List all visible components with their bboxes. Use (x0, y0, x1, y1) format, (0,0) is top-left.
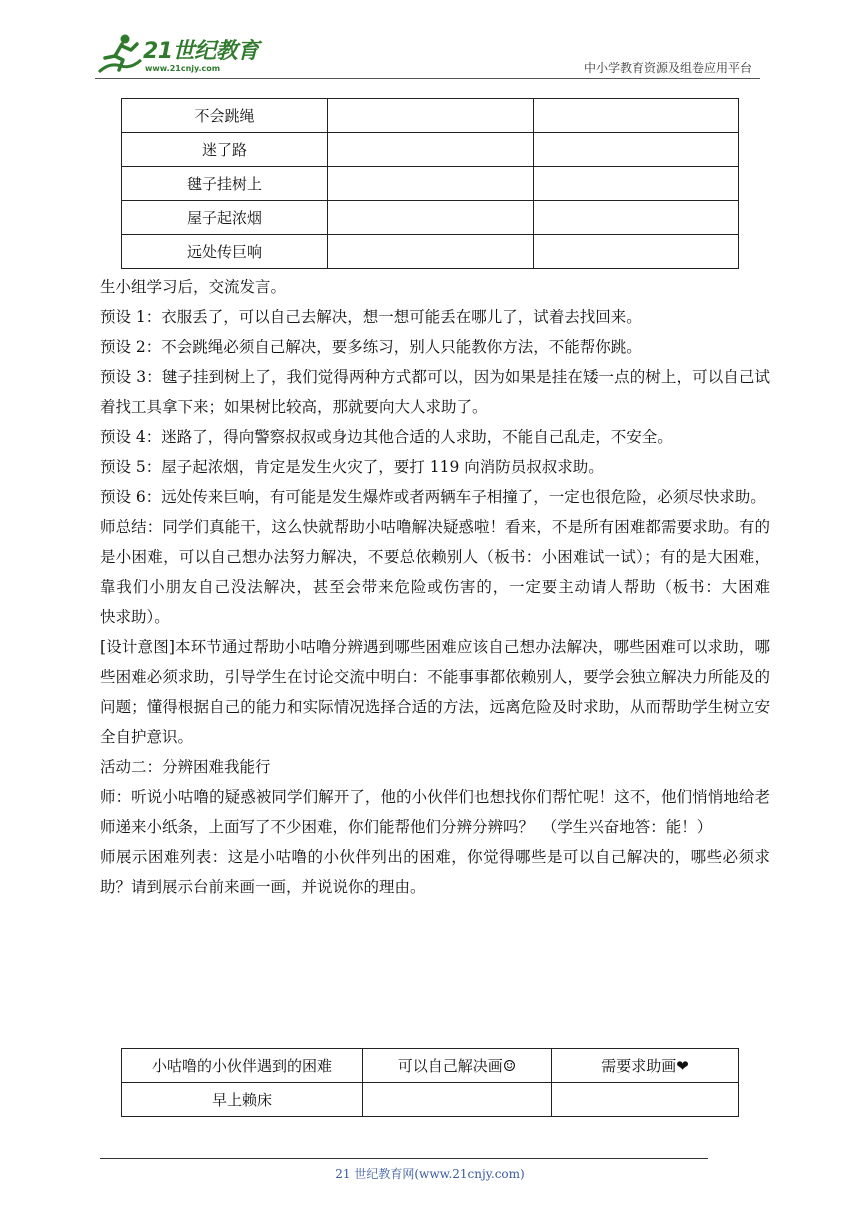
logo-text: 21世纪教育 (143, 39, 259, 64)
column-header: 可以自己解决画☺ (363, 1049, 552, 1083)
paragraph: 预设 6：远处传来巨响，有可能是发生爆炸或者两辆车子相撞了，一定也很危险，必须尽快求助。 (100, 488, 766, 506)
page-footer: 21 世纪教育网(www.21cnjy.com) (335, 1167, 525, 1181)
table-row (122, 167, 739, 201)
paragraph: 师：听说小咕噜的疑惑被同学们解开了，他的小伙伴们也想找你们帮忙呢！这不，他们悄悄地给老师递来小纸条，上面写了不少困难，你们能帮他们分辨分辨吗？ （学生兴奋地答：能！） (100, 788, 770, 836)
paragraph: 预设 5：屋子起浓烟，肯定是发生火灾了，要打 119 向消防员叔叔求助。 (100, 458, 604, 476)
footer-divider (100, 1158, 708, 1159)
table-row (122, 133, 739, 167)
platform-name: 中小学教育资源及组卷应用平台 (583, 61, 752, 75)
table-row (122, 99, 739, 133)
table-cell: 早上赖床 (122, 1083, 363, 1117)
paragraph: [设计意图]本环节通过帮助小咕噜分辨遇到哪些困难应该自己想办法解决，哪些困难可以求助，哪些困难必须求助，引导学生在讨论交流中明白：不能事事都依赖别人，要学会独立解决力所能及的问题；懂得根据自己的能力和实际情况选择合适的方法，远离危险及时求助，从而帮助学生树立安全自护意识。 (100, 638, 770, 746)
table-cell: 屋子起浓烟 (122, 201, 328, 235)
paragraph: 预设 2：不会跳绳必须自己解决，要多练习，别人只能教你方法，不能帮你跳。 (100, 338, 642, 356)
paragraph: 预设 4：迷路了，得向警察叔叔或身边其他合适的人求助，不能自己乱走，不安全。 (100, 428, 673, 446)
column-header: 需要求助画❤ (552, 1049, 739, 1083)
paragraph: 生小组学习后，交流发言。 (100, 278, 287, 296)
table-cell: 迷了路 (122, 133, 328, 167)
table-row (122, 201, 739, 235)
paragraph: 预设 1：衣服丢了，可以自己去解决，想一想可能丢在哪儿了，试着去找回来。 (100, 308, 642, 326)
logo-url: www.21cnjy.com (145, 64, 221, 73)
table-cell: 远处传巨响 (122, 235, 328, 269)
header-divider (95, 78, 760, 79)
section-heading: 活动二：分辨困难我能行 (100, 758, 271, 776)
table-cell: 不会跳绳 (122, 99, 328, 133)
table-row (122, 1083, 739, 1117)
table-header-row (122, 1049, 739, 1083)
column-header: 小咕噜的小伙伴遇到的困难 (122, 1049, 363, 1083)
runner-logo-icon (95, 32, 143, 76)
lesson-body (100, 272, 791, 902)
table-row (122, 235, 739, 269)
paragraph: 师展示困难列表：这是小咕噜的小伙伴列出的困难，你觉得哪些是可以自己解决的，哪些必须求助？请到展示台前来画一画，并说说你的理由。 (100, 848, 770, 896)
difficulty-list-table (121, 1048, 739, 1117)
logo (95, 32, 265, 76)
table-cell: 毽子挂树上 (122, 167, 328, 201)
paragraph: 预设 3：毽子挂到树上了，我们觉得两种方式都可以，因为如果是挂在矮一点的树上，可以自己试着找工具拿下来；如果树比较高，那就要向大人求助了。 (100, 368, 770, 416)
paragraph: 师总结：同学们真能干，这么快就帮助小咕噜解决疑惑啦！看来，不是所有困难都需要求助。有的是小困难，可以自己想办法努力解决，不要总依赖别人（板书：小困难试一试）；有的是大困难，靠我们小朋友自己没法解决，甚至会带来危险或伤害的，一定要主动请人帮助（板书：大困难 快求助）。 (100, 518, 791, 626)
difficulty-table-continued (121, 98, 739, 269)
page-header (95, 28, 760, 80)
